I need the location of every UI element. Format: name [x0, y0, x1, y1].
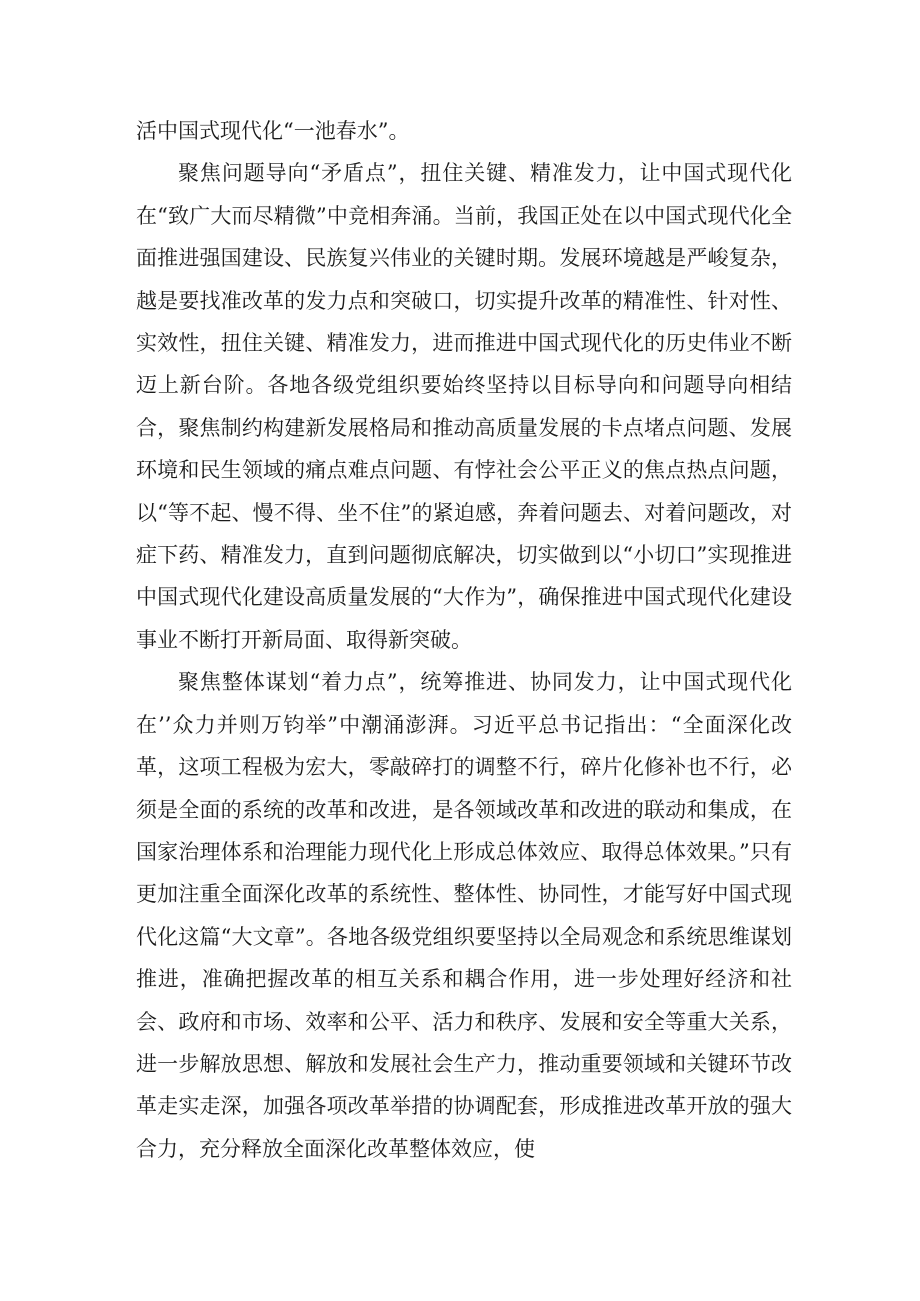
paragraph-continuation: 活中国式现代化“一池春水”。: [136, 119, 410, 143]
document-body: [136, 110, 792, 1170]
paragraph-problem-orientation: 聚焦问题导向“矛盾点”，扭住关键、精准发力，让中国式现代化在“致广大而尽精微”中竞相奔涌。当前，我国正处在以中国式现代化全面推进强国建设、民族复兴伟业的关键时期。发展环境越是严峻复杂，越是要找准改革的发力点和突破口，切实提升改革的精准性、针对性、实效性，扭住关键、精准发力，进而推进中国式现代化的历史伟业不断迈上新台阶。各地各级党组织要始终坚持以目标导向和问题导向相结合，聚焦制约构建新发展格局和推动高质量发展的卡点堵点问题、发展环境和民生领域的痛点难点问题、有悖社会公平正义的焦点热点问题，以“等不起、慢不得、坐不住”的紧迫感，奔着问题去、对着问题改，对症下药、精准发力，直到问题彻底解决，切实做到以“小切口”实现推进中国式现代化建设高质量发展的“大作为”，确保推进中国式现代化建设事业不断打开新局面、取得新突破。: [136, 161, 792, 652]
paragraph-overall-planning: 聚焦整体谋划“着力点”，统筹推进、协同发力，让中国式现代化在’’众力并则万钧举”中潮涌澎湃。习近平总书记指出：“全面深化改革，这项工程极为宏大，零敲碎打的调整不行，碎片化修补也不行，必须是全面的系统的改革和改进，是各领域改革和改进的联动和集成，在国家治理体系和治理能力现代化上形成总体效应、取得总体效果。”只有更加注重全面深化改革的系统性、整体性、协同性，才能写好中国式现代化这篇“大文章”。各地各级党组织要坚持以全局观念和系统思维谋划推进，准确把握改革的相互关系和耦合作用，进一步处理好经济和社会、政府和市场、效率和公平、活力和秩序、发展和安全等重大关系，进一步解放思想、解放和发展社会生产力，推动重要领域和关键环节改革走实走深，加强各项改革举措的协调配套，形成推进改革开放的强大合力，充分释放全面深化改革整体效应，使: [136, 670, 792, 1161]
